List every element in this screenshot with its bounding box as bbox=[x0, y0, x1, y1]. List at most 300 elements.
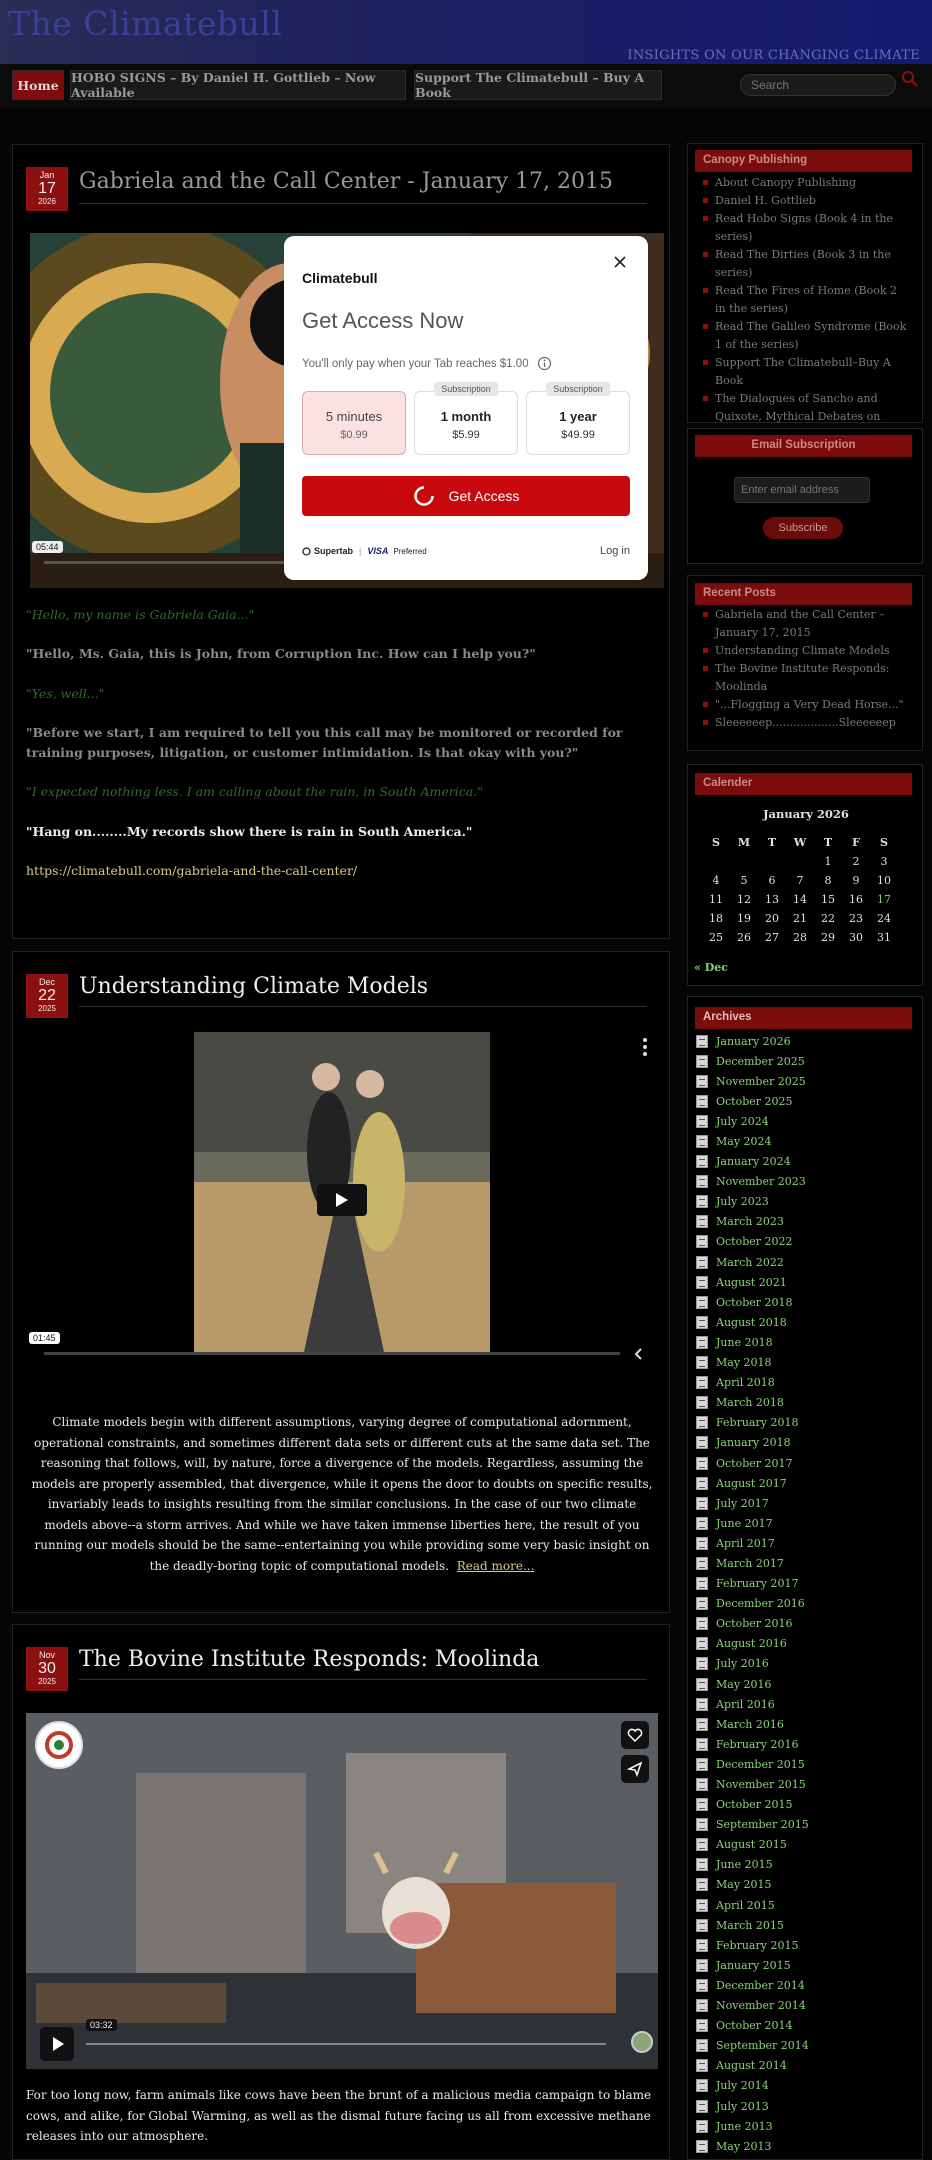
login-link[interactable]: Log in bbox=[600, 545, 630, 557]
archive-label: January 2018 bbox=[716, 1436, 791, 1450]
archive-label: April 2017 bbox=[716, 1536, 775, 1550]
archive-label: May 2015 bbox=[716, 1878, 772, 1892]
archive-item[interactable] bbox=[696, 1232, 809, 1252]
read-more-link[interactable]: Read more... bbox=[456, 1558, 535, 1573]
calendar-day: 22 bbox=[821, 912, 835, 925]
document-icon bbox=[696, 1175, 708, 1188]
archive-label: May 2016 bbox=[716, 1677, 772, 1691]
archive-label: August 2014 bbox=[716, 2059, 787, 2073]
play-icon[interactable] bbox=[40, 2027, 74, 2061]
archive-item[interactable] bbox=[696, 1614, 809, 1634]
video-poster bbox=[26, 1713, 658, 2069]
nav-hobo-signs[interactable]: HOBO SIGNS – By Daniel H. Gottlieb – Now Available bbox=[70, 70, 406, 100]
archive-label: November 2025 bbox=[716, 1074, 806, 1088]
date-day: 22 bbox=[38, 987, 56, 1004]
archive-item[interactable] bbox=[696, 1393, 809, 1413]
recent-post-link[interactable]: The Bovine Institute Responds: Moolinda bbox=[701, 660, 911, 696]
document-icon bbox=[696, 1577, 708, 1590]
recent-posts-list bbox=[701, 606, 911, 732]
archive-label: November 2014 bbox=[716, 1999, 806, 2013]
logo-icon bbox=[43, 1729, 75, 1761]
archive-label: May 2024 bbox=[716, 1135, 772, 1149]
post-excerpt: For too long now, farm animals like cows have been the brunt of a malicious media campaign to blame cows, and alike, for Global Warming, as well as the dismal future facing us all from excessive methane releases into our atmosphere. bbox=[26, 2088, 652, 2143]
calendar-day: 12 bbox=[737, 893, 751, 906]
archive-item[interactable] bbox=[696, 1996, 809, 2016]
archive-item[interactable] bbox=[696, 1734, 809, 1754]
weekday-label: T bbox=[767, 836, 777, 849]
date-day: 30 bbox=[38, 1660, 56, 1677]
document-icon bbox=[696, 1215, 708, 1228]
document-icon bbox=[696, 1698, 708, 1711]
archive-item[interactable] bbox=[696, 1654, 809, 1674]
chevron-left-icon[interactable] bbox=[634, 1348, 644, 1360]
recent-post-link[interactable]: Understanding Climate Models bbox=[701, 642, 911, 660]
calendar-day: 14 bbox=[793, 893, 807, 906]
document-icon bbox=[696, 1818, 708, 1831]
archive-label: March 2015 bbox=[716, 1918, 784, 1932]
archive-label: February 2016 bbox=[716, 1737, 799, 1751]
archive-label: May 2018 bbox=[716, 1356, 772, 1370]
archive-label: July 2024 bbox=[716, 1114, 769, 1128]
document-icon bbox=[696, 1557, 708, 1570]
calendar-day: 30 bbox=[849, 931, 863, 944]
calendar-day: 20 bbox=[765, 912, 779, 925]
archive-label: March 2018 bbox=[716, 1396, 784, 1410]
archive-item[interactable] bbox=[696, 1051, 809, 1071]
archive-item[interactable] bbox=[696, 1915, 809, 1935]
document-icon bbox=[696, 2079, 708, 2092]
calendar-day: 13 bbox=[765, 893, 779, 906]
archive-item[interactable] bbox=[696, 1955, 809, 1975]
get-access-button[interactable] bbox=[302, 476, 630, 516]
sidebar-link[interactable]: Read The Dirties (Book 3 in the series) bbox=[701, 246, 911, 282]
archive-item[interactable] bbox=[696, 1292, 809, 1312]
archive-item[interactable] bbox=[696, 1493, 809, 1513]
sidebar-link[interactable]: Read The Fires of Home (Book 2 in the series) bbox=[701, 282, 911, 318]
sidebar-link[interactable]: Read Hobo Signs (Book 4 in the series) bbox=[701, 210, 911, 246]
title-divider bbox=[79, 1679, 647, 1680]
archive-label: October 2014 bbox=[716, 2019, 793, 2033]
calendar-day: 23 bbox=[849, 912, 863, 925]
archive-label: June 2013 bbox=[716, 2119, 773, 2133]
email-field[interactable] bbox=[734, 477, 870, 503]
calendar-day bbox=[758, 852, 786, 871]
archive-label: November 2015 bbox=[716, 1778, 806, 1792]
archive-label: October 2018 bbox=[716, 1295, 793, 1309]
video-timestamp: 01:45 bbox=[29, 1332, 60, 1344]
archive-item[interactable] bbox=[696, 1513, 809, 1533]
archive-label: December 2025 bbox=[716, 1054, 805, 1068]
document-icon bbox=[696, 1316, 708, 1329]
document-icon bbox=[696, 1095, 708, 1108]
archive-label: July 2016 bbox=[716, 1657, 769, 1671]
info-icon[interactable] bbox=[537, 356, 552, 371]
archive-label: October 2016 bbox=[716, 1617, 793, 1631]
document-icon bbox=[696, 2039, 708, 2052]
archive-label: January 2015 bbox=[716, 1958, 791, 1972]
archive-label: July 2017 bbox=[716, 1496, 769, 1510]
archive-label: March 2016 bbox=[716, 1717, 784, 1731]
document-icon bbox=[696, 1919, 708, 1932]
archive-label: February 2015 bbox=[716, 1938, 799, 1952]
weekday-label: S bbox=[880, 836, 888, 849]
site-header bbox=[0, 0, 932, 70]
video-progress-bar[interactable] bbox=[44, 561, 294, 564]
widget-email-subscription bbox=[687, 428, 923, 564]
modal-heading: Get Access Now bbox=[302, 308, 464, 333]
access-modal bbox=[284, 236, 648, 580]
archive-item[interactable] bbox=[696, 1111, 809, 1131]
calendar-day: 7 bbox=[796, 874, 804, 887]
archive-item[interactable] bbox=[696, 1373, 809, 1393]
date-month: Dec bbox=[38, 977, 55, 987]
sidebar-link[interactable]: Read The Galileo Syndrome (Book 1 of the series) bbox=[701, 318, 911, 354]
video-progress-bar[interactable] bbox=[44, 1352, 620, 1355]
archive-label: June 2015 bbox=[716, 1858, 773, 1872]
document-icon bbox=[696, 1939, 708, 1952]
archive-label: June 2018 bbox=[716, 1335, 773, 1349]
excerpt-text: Climate models begin with different assumptions, varying degree of computational adornment, operational constraints, and sometimes different data sets or different cuts at the same data set. The reasoning that follows, will, by nature, force a divergence of the models. Regardless, assuming the models are properly assembled, that divergence, while it opens the door to doubts on specific results, invariably leads to insights resulting from the similar conclusions. In the case of our two climate models above--a storm arrives. And while we have taken immense liberties here, the result of you running our models should be the same--entertaining you while providing some very basic insight on the deadly-boring topic of computational models. bbox=[31, 1415, 653, 1573]
archive-item[interactable] bbox=[696, 1453, 809, 1473]
heart-icon[interactable] bbox=[621, 1721, 649, 1749]
archive-item[interactable] bbox=[696, 1252, 809, 1272]
channel-logo[interactable] bbox=[35, 1721, 83, 1769]
archive-item[interactable] bbox=[696, 1895, 809, 1915]
archive-item[interactable] bbox=[696, 1875, 809, 1895]
canopy-links bbox=[701, 174, 911, 444]
archive-item[interactable] bbox=[696, 1131, 809, 1151]
calendar-day: 27 bbox=[765, 931, 779, 944]
date-badge bbox=[26, 974, 68, 1018]
calendar-day: 10 bbox=[877, 874, 891, 887]
archive-item[interactable] bbox=[696, 1212, 809, 1232]
calendar-week bbox=[702, 871, 898, 890]
archive-label: January 2024 bbox=[716, 1155, 791, 1169]
archive-item[interactable] bbox=[696, 1795, 809, 1815]
archive-item[interactable] bbox=[696, 1533, 809, 1553]
post-title[interactable]: The Bovine Institute Responds: Moolinda bbox=[79, 1647, 540, 1672]
archive-label: September 2014 bbox=[716, 2039, 809, 2053]
archives-list bbox=[696, 1031, 809, 2156]
archive-label: August 2016 bbox=[716, 1637, 787, 1651]
plan-price: $0.99 bbox=[340, 429, 368, 441]
archive-item[interactable] bbox=[696, 1855, 809, 1875]
document-icon bbox=[696, 1115, 708, 1128]
calendar-day: 19 bbox=[737, 912, 751, 925]
archive-item[interactable] bbox=[696, 1935, 809, 1955]
calendar-day: 6 bbox=[768, 874, 776, 887]
calendar-day bbox=[730, 852, 758, 871]
archive-label: March 2022 bbox=[716, 1255, 784, 1269]
search-icon[interactable] bbox=[901, 70, 919, 88]
calendar-day: 15 bbox=[821, 893, 835, 906]
share-icon[interactable] bbox=[621, 1755, 649, 1783]
plan-5-minutes[interactable] bbox=[302, 391, 406, 455]
calendar-day: 21 bbox=[793, 912, 807, 925]
document-icon bbox=[696, 1798, 708, 1811]
calendar-week bbox=[702, 852, 898, 871]
nav-support[interactable]: Support The Climatebull – Buy A Book bbox=[414, 70, 662, 100]
document-icon bbox=[696, 1235, 708, 1248]
archive-item[interactable] bbox=[696, 1473, 809, 1493]
archive-item[interactable] bbox=[696, 1172, 809, 1192]
document-icon bbox=[696, 1457, 708, 1470]
calendar-caption: January 2026 bbox=[763, 807, 849, 821]
document-icon bbox=[696, 1436, 708, 1449]
archive-item[interactable] bbox=[696, 1332, 809, 1352]
archive-item[interactable] bbox=[696, 1272, 809, 1292]
document-icon bbox=[696, 1899, 708, 1912]
date-month: Jan bbox=[39, 170, 55, 180]
widget-title: Email Subscription bbox=[695, 435, 912, 457]
post-permalink[interactable]: https://climatebull.com/gabriela-and-the-call-center/ bbox=[26, 863, 358, 878]
post-title[interactable]: Understanding Climate Models bbox=[79, 974, 429, 999]
archive-item[interactable] bbox=[696, 2036, 809, 2056]
document-icon bbox=[696, 1617, 708, 1630]
widget-title: Canopy Publishing bbox=[695, 150, 912, 172]
weekday-label: F bbox=[852, 836, 860, 849]
archive-item[interactable] bbox=[696, 1192, 809, 1212]
spinner-icon bbox=[413, 485, 435, 507]
document-icon bbox=[696, 1396, 708, 1409]
document-icon bbox=[696, 1678, 708, 1691]
dialog-line: "Hello, my name is Gabriela Gaia..." bbox=[26, 607, 255, 622]
archive-item[interactable] bbox=[696, 1714, 809, 1734]
get-access-label: Get Access bbox=[448, 488, 520, 504]
video-progress-bar[interactable] bbox=[86, 2043, 606, 2045]
dialog-line: "Yes, well..." bbox=[26, 686, 105, 701]
weekday-label: W bbox=[793, 836, 807, 849]
document-icon bbox=[696, 1276, 708, 1289]
archive-item[interactable] bbox=[696, 1091, 809, 1111]
archive-item[interactable] bbox=[696, 1634, 809, 1654]
calendar-prev-link[interactable]: « Dec bbox=[694, 961, 728, 974]
plan-name: 1 year bbox=[559, 409, 597, 424]
subscribe-button[interactable]: Subscribe bbox=[763, 517, 843, 539]
archive-label: August 2015 bbox=[716, 1838, 787, 1852]
calendar-day: 24 bbox=[877, 912, 891, 925]
archive-item[interactable] bbox=[696, 1413, 809, 1433]
archive-item[interactable] bbox=[696, 1774, 809, 1794]
date-day: 17 bbox=[38, 180, 56, 197]
archive-item[interactable] bbox=[696, 2016, 809, 2036]
document-icon bbox=[696, 1035, 708, 1048]
document-icon bbox=[696, 1838, 708, 1851]
play-icon[interactable] bbox=[317, 1184, 367, 1216]
archive-item[interactable] bbox=[696, 1815, 809, 1835]
video-player[interactable] bbox=[27, 1032, 657, 1362]
archive-label: November 2023 bbox=[716, 1175, 806, 1189]
widget-recent-posts bbox=[687, 575, 923, 751]
archive-item[interactable] bbox=[696, 1433, 809, 1453]
calendar-day: 29 bbox=[821, 931, 835, 944]
document-icon bbox=[696, 1135, 708, 1148]
document-icon bbox=[696, 1637, 708, 1650]
widget-canopy-publishing bbox=[687, 143, 923, 423]
widget-archives bbox=[687, 996, 923, 2160]
archive-label: August 2017 bbox=[716, 1476, 787, 1490]
recent-post-link[interactable]: "...Flogging a Very Dead Horse..." bbox=[701, 696, 911, 714]
archive-label: January 2026 bbox=[716, 1034, 791, 1048]
archive-label: April 2018 bbox=[716, 1376, 775, 1390]
calendar-day: 31 bbox=[877, 931, 891, 944]
sidebar-link[interactable]: Daniel H. Gottlieb bbox=[701, 192, 911, 210]
archive-item[interactable] bbox=[696, 1835, 809, 1855]
archive-label: August 2018 bbox=[716, 1315, 787, 1329]
archive-label: October 2022 bbox=[716, 1235, 793, 1249]
calendar-day[interactable]: 17 bbox=[877, 893, 891, 906]
document-icon bbox=[696, 2059, 708, 2072]
supertab-brand: Supertab bbox=[314, 546, 354, 556]
archive-item[interactable] bbox=[696, 1574, 809, 1594]
calendar-day: 25 bbox=[709, 931, 723, 944]
date-year: 2026 bbox=[38, 197, 56, 206]
archive-item[interactable] bbox=[696, 2096, 809, 2116]
document-icon bbox=[696, 1858, 708, 1871]
archive-label: April 2015 bbox=[716, 1898, 775, 1912]
widget-title: Calender bbox=[695, 773, 912, 795]
calendar-day: 8 bbox=[824, 874, 832, 887]
post-bovine-institute bbox=[12, 1624, 670, 2160]
modal-subtext-label: You'll only pay when your Tab reaches $1.00 bbox=[302, 357, 529, 370]
document-icon bbox=[696, 2120, 708, 2133]
widget-calendar bbox=[687, 764, 923, 986]
widget-title: Archives bbox=[695, 1007, 912, 1029]
archive-item[interactable] bbox=[696, 1553, 809, 1573]
avatar[interactable] bbox=[631, 2031, 653, 2053]
document-icon bbox=[696, 1296, 708, 1309]
document-icon bbox=[696, 2100, 708, 2113]
calendar-day bbox=[786, 852, 814, 871]
archive-label: September 2015 bbox=[716, 1818, 809, 1832]
plan-name: 5 minutes bbox=[325, 409, 383, 424]
modal-footer bbox=[302, 546, 427, 556]
post-title[interactable]: Gabriela and the Call Center - January 17, 2015 bbox=[79, 169, 614, 194]
archive-label: August 2021 bbox=[716, 1275, 787, 1289]
archive-label: December 2014 bbox=[716, 1978, 805, 1992]
plan-tag: Subscription bbox=[434, 382, 498, 396]
dialog-line: "Hello, Ms. Gaia, this is John, from Corruption Inc. How can I help you?" bbox=[26, 646, 536, 661]
title-divider bbox=[79, 1006, 647, 1007]
document-icon bbox=[696, 1336, 708, 1349]
calendar-day: 28 bbox=[793, 931, 807, 944]
calendar-day: 5 bbox=[740, 874, 748, 887]
document-icon bbox=[696, 1878, 708, 1891]
calendar-day: 3 bbox=[880, 855, 888, 868]
archive-item[interactable] bbox=[696, 1312, 809, 1332]
search-input[interactable] bbox=[740, 74, 896, 96]
document-icon bbox=[696, 1195, 708, 1208]
sidebar-link[interactable]: About Canopy Publishing bbox=[701, 174, 911, 192]
calendar-day: 26 bbox=[737, 931, 751, 944]
site-tagline: INSIGHTS ON OUR CHANGING CLIMATE bbox=[627, 48, 920, 63]
site-title[interactable]: The Climatebull bbox=[8, 4, 283, 43]
document-icon bbox=[696, 1256, 708, 1269]
calendar-day: 18 bbox=[709, 912, 723, 925]
archive-item[interactable] bbox=[696, 1031, 809, 1051]
supertab-logo-icon bbox=[302, 547, 311, 556]
calendar-day: 16 bbox=[849, 893, 863, 906]
calendar-day: 11 bbox=[709, 893, 723, 906]
document-icon bbox=[696, 1778, 708, 1791]
weekday-label: T bbox=[823, 836, 833, 849]
calendar-day: 1 bbox=[824, 855, 832, 868]
sidebar-link[interactable]: The Dialogues of Sancho and Quixote, Mythical Debates on bbox=[701, 390, 911, 444]
document-icon bbox=[696, 1376, 708, 1389]
close-icon[interactable] bbox=[613, 255, 627, 269]
document-icon bbox=[696, 1155, 708, 1168]
video-player[interactable] bbox=[26, 1713, 658, 2069]
visa-preferred: Preferred bbox=[393, 546, 427, 556]
archive-item[interactable] bbox=[696, 1754, 809, 1774]
document-icon bbox=[696, 1517, 708, 1530]
archive-item[interactable] bbox=[696, 1674, 809, 1694]
post-climate-models bbox=[12, 951, 670, 1613]
archive-item[interactable] bbox=[696, 1694, 809, 1714]
archive-label: June 2017 bbox=[716, 1516, 773, 1530]
modal-brand: Climatebull bbox=[302, 270, 378, 286]
archive-label: July 2023 bbox=[716, 1195, 769, 1209]
weekday-label: S bbox=[712, 836, 720, 849]
archive-label: October 2025 bbox=[716, 1094, 793, 1108]
recent-post-link[interactable]: Gabriela and the Call Center – January 17, 2015 bbox=[701, 606, 911, 642]
archive-item[interactable] bbox=[696, 2056, 809, 2076]
document-icon bbox=[696, 1055, 708, 1068]
title-divider bbox=[79, 203, 647, 204]
modal-subtext bbox=[302, 356, 552, 371]
archive-label: March 2017 bbox=[716, 1556, 784, 1570]
archive-item[interactable] bbox=[696, 1071, 809, 1091]
nav-home[interactable]: Home bbox=[12, 70, 64, 100]
plan-1-month[interactable] bbox=[414, 384, 518, 455]
calendar-grid bbox=[702, 833, 898, 947]
archive-label: October 2017 bbox=[716, 1456, 793, 1470]
more-options-icon[interactable] bbox=[642, 1038, 648, 1056]
document-icon bbox=[696, 1657, 708, 1670]
video-timestamp: 05:44 bbox=[32, 541, 63, 553]
calendar-week bbox=[702, 909, 898, 928]
document-icon bbox=[696, 1718, 708, 1731]
document-icon bbox=[696, 1477, 708, 1490]
archive-item[interactable] bbox=[696, 1152, 809, 1172]
dialog-line: "Before we start, I am required to tell you this call may be monitored or recorded for training purposes, litigation, or customer intimidation. Is that okay with you?" bbox=[26, 725, 623, 760]
dialog-line: "I expected nothing less. I am calling about the rain, in South America." bbox=[26, 784, 483, 799]
archive-item[interactable] bbox=[696, 2076, 809, 2096]
calendar-day: 9 bbox=[852, 874, 860, 887]
archive-item[interactable] bbox=[696, 2136, 809, 2156]
footer-divider: | bbox=[359, 546, 362, 556]
archive-label: July 2013 bbox=[716, 2099, 769, 2113]
post-excerpt bbox=[27, 1412, 657, 1576]
archive-label: December 2016 bbox=[716, 1597, 805, 1611]
archive-item[interactable] bbox=[696, 1975, 809, 1995]
archive-label: April 2016 bbox=[716, 1697, 775, 1711]
archive-label: October 2015 bbox=[716, 1798, 793, 1812]
archive-label: May 2013 bbox=[716, 2139, 772, 2153]
video-timestamp: 03:32 bbox=[86, 2019, 117, 2031]
sidebar-link[interactable]: Support The Climatebull–Buy A Book bbox=[701, 354, 911, 390]
plan-price: $5.99 bbox=[452, 429, 480, 441]
archive-item[interactable] bbox=[696, 1594, 809, 1614]
calendar-day bbox=[702, 852, 730, 871]
plan-1-year[interactable] bbox=[526, 384, 630, 455]
recent-post-link[interactable]: Sleeeeeep...................Sleeeeeep bbox=[701, 714, 911, 732]
document-icon bbox=[696, 1959, 708, 1972]
date-badge bbox=[26, 1647, 68, 1691]
archive-label: February 2018 bbox=[716, 1416, 799, 1430]
archive-item[interactable] bbox=[696, 1353, 809, 1373]
archive-item[interactable] bbox=[696, 2116, 809, 2136]
